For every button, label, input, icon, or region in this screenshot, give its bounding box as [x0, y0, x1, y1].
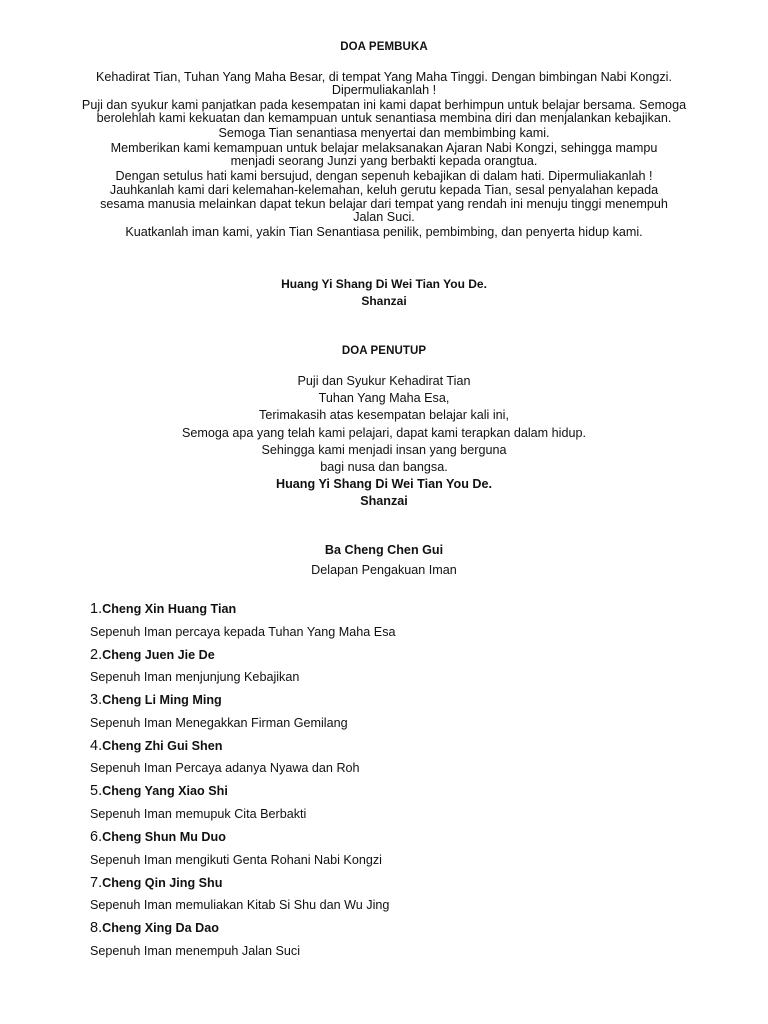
confession-item	[90, 646, 710, 692]
confession-number: 4.	[90, 737, 103, 754]
doa-pembuka-paragraph: Puji dan syukur kami panjatkan pada kesempatan ini kami dapat berhimpun untuk belajar bersama. Semoga berolehlah kami kekuatan dan kemampuan untuk senantiasa membina diri dan menjalankan kebajikan.	[81, 98, 687, 126]
doa-pembuka-paragraph: Memberikan kami kemampuan untuk belajar melaksanakan Ajaran Nabi Kongzi, sehingga mampu menjadi seorang Junzi yang berbakti kepada orangtua.	[110, 140, 658, 168]
confession-number: 2.	[90, 646, 103, 663]
confession-item	[90, 874, 710, 920]
confession-item	[90, 782, 710, 828]
doa-penutup-line: Semoga apa yang telah kami pelajari, dapat kami terapkan dalam hidup.	[182, 425, 586, 440]
confession-desc: Sepenuh Iman memuliakan Kitab Si Shu dan Wu Jing	[90, 898, 390, 913]
confession-number: 5.	[90, 783, 103, 800]
doa-pembuka-shanzai: Shanzai	[361, 293, 407, 308]
confession-desc: Sepenuh Iman memupuk Cita Berbakti	[90, 806, 307, 821]
confession-list	[90, 600, 710, 965]
doa-pembuka-body	[80, 71, 688, 240]
doa-penutup-line: bagi nusa dan bangsa.	[320, 460, 448, 475]
confession-name: Cheng Yang Xiao Shi	[102, 784, 228, 799]
doa-penutup-closing-line: Huang Yi Shang Di Wei Tian You De.	[276, 477, 492, 492]
doa-pembuka-paragraph: Semoga Tian senantiasa menyertai dan membimbing kami.	[218, 126, 550, 140]
ba-cheng-subtitle: Delapan Pengakuan Iman	[311, 563, 457, 577]
doa-pembuka-paragraph: Dengan setulus hati kami bersujud, dengan sepenuh kebajikan di dalam hati. Dipermuliakanlah !	[115, 168, 653, 183]
doa-pembuka-title: DOA PEMBUKA	[340, 41, 428, 53]
doa-penutup-line: Tuhan Yang Maha Esa,	[318, 391, 450, 406]
confession-name: Cheng Qin Jing Shu	[102, 875, 223, 890]
confession-number: 3.	[90, 692, 103, 709]
confession-number: 6.	[90, 828, 103, 845]
confession-name: Cheng Shun Mu Duo	[102, 829, 226, 844]
confession-name: Cheng Zhi Gui Shen	[102, 738, 223, 753]
doa-pembuka-closing	[0, 276, 768, 309]
confession-desc: Sepenuh Iman mengikuti Genta Rohani Nabi Kongzi	[90, 852, 382, 867]
doa-penutup-line: Sehingga kami menjadi insan yang berguna	[261, 442, 507, 457]
confession-number: 1.	[90, 601, 103, 617]
doa-penutup-line: Puji dan Syukur Kehadirat Tian	[297, 374, 471, 388]
confession-item	[90, 919, 710, 965]
confession-name: Cheng Xin Huang Tian	[102, 602, 237, 616]
confession-item	[90, 600, 710, 646]
confession-name: Cheng Li Ming Ming	[102, 693, 222, 708]
confession-item	[90, 828, 710, 874]
doa-penutup-body	[0, 373, 768, 511]
confession-desc: Sepenuh Iman percaya kepada Tuhan Yang Maha Esa	[90, 624, 396, 639]
ba-cheng-title: Ba Cheng Chen Gui	[324, 543, 444, 557]
doa-pembuka-closing-line: Huang Yi Shang Di Wei Tian You De.	[281, 277, 487, 291]
doa-penutup-title: DOA PENUTUP	[341, 345, 427, 357]
confession-item	[90, 691, 710, 737]
confession-desc: Sepenuh Iman Percaya adanya Nyawa dan Roh	[90, 761, 360, 776]
doa-pembuka-paragraph: Kehadirat Tian, Tuhan Yang Maha Besar, di tempat Yang Maha Tinggi. Dengan bimbingan Nabi Kongzi. Dipermuliakanlah !	[96, 70, 672, 98]
confession-desc: Sepenuh Iman menjunjung Kebajikan	[90, 670, 300, 685]
confession-name: Cheng Xing Da Dao	[102, 921, 219, 936]
doa-pembuka-paragraph: Jauhkanlah kami dari kelemahan-kelemahan, keluh gerutu kepada Tian, sesal penyalahan kepada sesama manusia melainkan dapat tekun belajar dari tempat yang rendah ini menuju tinggi menempuh Jalan Suci.	[100, 183, 668, 224]
doa-pembuka-paragraph: Kuatkanlah iman kami, yakin Tian Senantiasa penilik, pembimbing, dan penyerta hidup kami.	[125, 224, 643, 239]
confession-number: 8.	[90, 920, 103, 937]
confession-number: 7.	[90, 874, 103, 891]
confession-name: Cheng Juen Jie De	[102, 647, 215, 662]
doa-penutup-line: Terimakasih atas kesempatan belajar kali ini,	[259, 408, 509, 423]
confession-desc: Sepenuh Iman menempuh Jalan Suci	[90, 943, 301, 958]
confession-item	[90, 737, 710, 783]
doa-penutup-shanzai: Shanzai	[360, 494, 408, 509]
confession-desc: Sepenuh Iman Menegakkan Firman Gemilang	[90, 715, 348, 730]
